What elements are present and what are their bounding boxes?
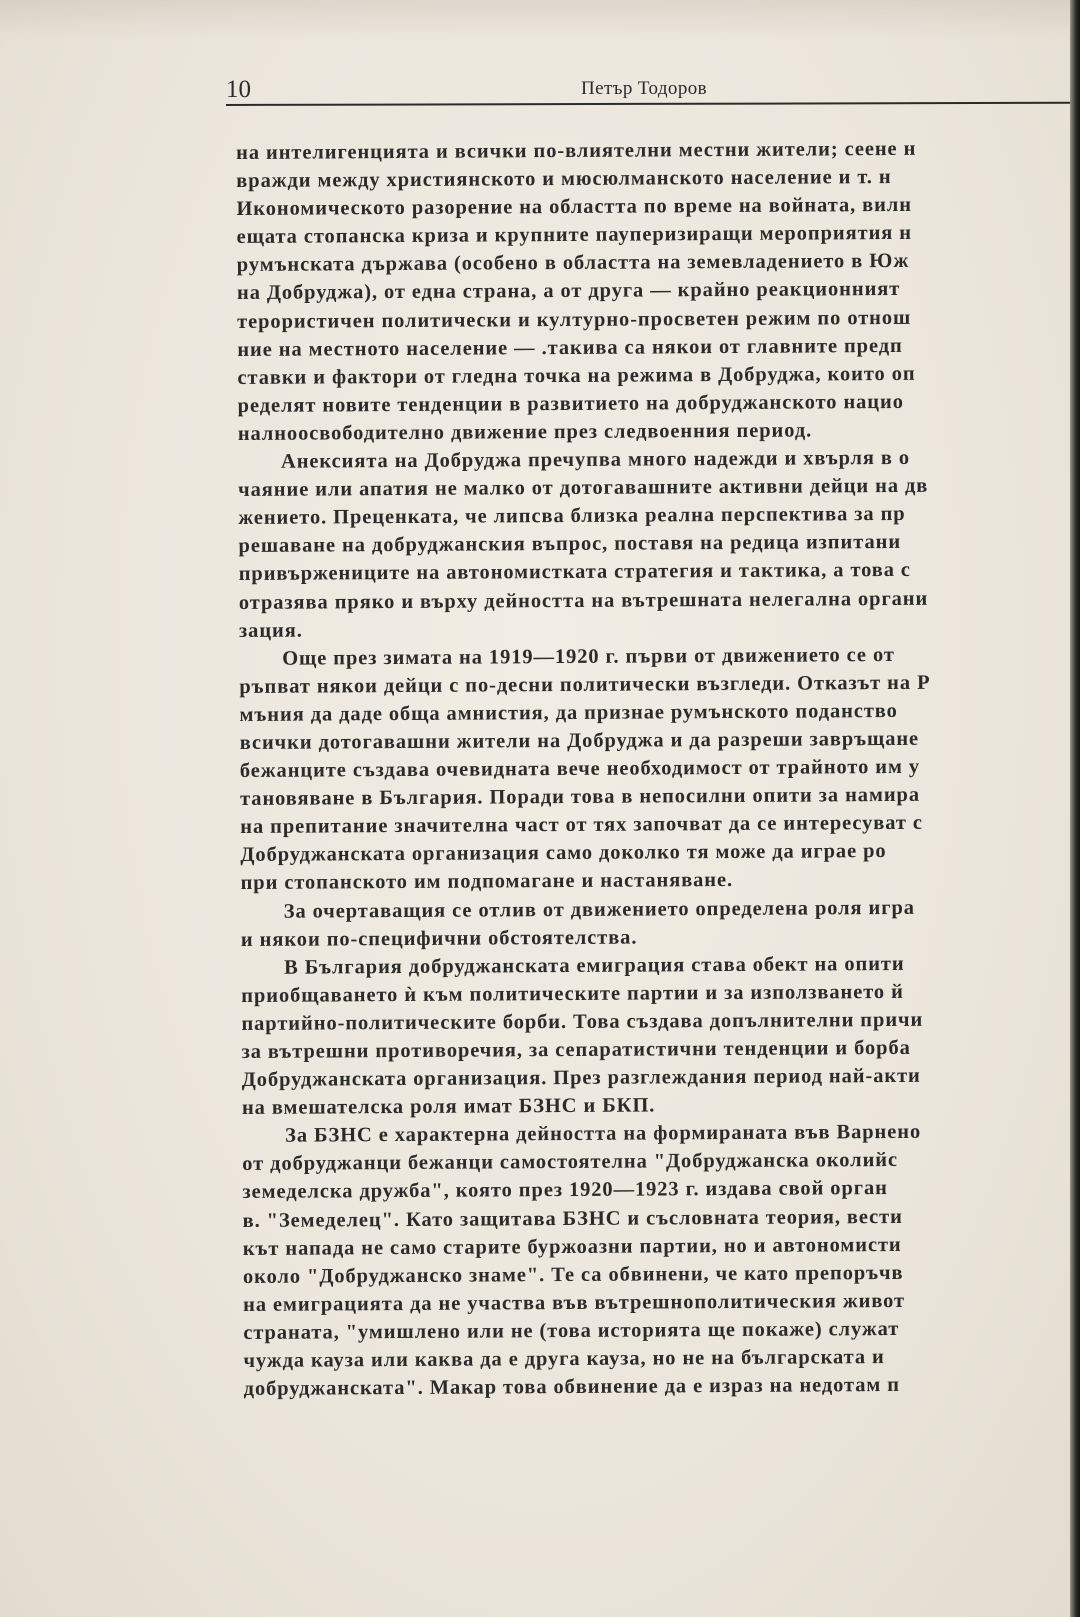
- text-line: Добруджанската организация само доколко тя може да играе ро: [240, 840, 887, 867]
- text-line: Анексията на Добруджа пречупва много надежди и хвърля в о: [280, 446, 911, 473]
- text-line: В България добруджанската емиграция става обект на опити: [283, 952, 905, 979]
- paragraph: [242, 1117, 1074, 1403]
- text-line: партийно-политическите борби. Това създава допълнителни причи: [241, 1008, 924, 1035]
- text-line: на интелигенцията и всички по-влиятелни местни жители; сеене н: [236, 137, 917, 164]
- text-line: румънската държава (особено в областта на земевладението в Юж: [236, 250, 910, 277]
- text-line: приобщаването ѝ към политическите партии и за използването й: [241, 980, 904, 1007]
- text-line: кът напада не само старите буржоазни партии, но и автономисти: [242, 1233, 902, 1260]
- text-line: тановяване в България. Поради това в непосилни опити за намира: [239, 783, 921, 811]
- text-line: от добруджанци бежанци самостоятелна "Добруджанска околийс: [242, 1149, 899, 1176]
- text-line: За БЗНС е характерна дейността на формираната във Варнено: [285, 1121, 922, 1147]
- text-line: на емиграцията да не участва във вътрешнополитическия живот: [243, 1289, 906, 1316]
- page-binding-edge: [1070, 0, 1080, 1617]
- text-line: бежанците създава очевидната вече необходимост от трайното им у: [239, 755, 921, 783]
- text-line: при стопанското им подпомагане и настаняване.: [240, 869, 734, 895]
- text-line: налноосвободително движение през следвоенния период.: [237, 419, 813, 445]
- text-line: Още през зимата на 1919—1920 г. първи от движението се от: [282, 643, 895, 670]
- body-text: [236, 134, 1075, 1579]
- text-line: чужда кауза или каква да е друга кауза, но не на българската и: [243, 1346, 885, 1373]
- text-line: чаяние или апатия не малко от дотогавашните активни дейци на дв: [238, 474, 929, 502]
- text-line: ние на местното население — .такива са някои от главните предп: [237, 334, 903, 361]
- text-line: зация.: [238, 619, 303, 642]
- text-line: добруджанската". Макар това обвинение да е израз на недотам п: [243, 1374, 901, 1401]
- text-line: вражди между християнското и мюсюлманското население и т. н: [236, 166, 892, 193]
- text-line: ределят новите тенденции в развитието на добруджанското нацио: [237, 390, 904, 417]
- text-line: всички дотогавашни жители на Добруджа и да разреши завръщане: [239, 727, 920, 754]
- text-line: на препитание значителна част от тях започват да се интересуват с: [240, 812, 923, 839]
- running-head: Петър Тодоров: [581, 78, 708, 99]
- text-line: на Добруджа), от една страна, а от друга — крайно реакционният: [236, 278, 901, 305]
- paragraph: [241, 892, 1071, 953]
- text-line: За очертаващия се отлив от движението определена роля игра: [283, 896, 915, 923]
- text-line: земеделска дружба", която през 1920—1923 г. издава свой орган: [242, 1177, 888, 1204]
- text-line: около "Добруджанско знаме". Те са обвинени, че като препоръчв: [242, 1261, 904, 1288]
- text-line: ещата стопанска криза и крупните пауперизиращи мероприятия н: [236, 222, 913, 249]
- page-number: 10: [226, 76, 251, 103]
- text-line: в. "Земеделец". Като защитава БЗНС и съсловната теория, вести: [242, 1205, 903, 1232]
- paragraph: [239, 640, 1071, 898]
- text-line: привържениците на автономистката стратегия и тактика, а това с: [238, 559, 911, 586]
- text-line: Икономическото разорение на областта по време на войната, вилн: [236, 194, 912, 221]
- text-line: отразява пряко и върху дейността на вътрешната нелегална органи: [238, 587, 929, 614]
- page-top-shadow: [0, 0, 1080, 40]
- text-line: Добруджанската организация. През разглеждания период най-акти: [241, 1064, 921, 1092]
- text-line: жението. Преценката, че липсва близка реална перспектива за пр: [238, 503, 906, 530]
- paragraph: [238, 443, 1069, 645]
- text-line: и някои по-специфични обстоятелства.: [240, 926, 638, 951]
- paragraph: [241, 949, 1072, 1123]
- text-line: за вътрешни противоречия, за сепаратистични тенденции и борба: [241, 1036, 911, 1063]
- text-line: на вмешателска роля имат БЗНС и БКП.: [241, 1094, 656, 1120]
- text-line: терористичен политически и културно-просветен режим по отнош: [237, 306, 912, 333]
- text-line: ръпват някои дейци с по-десни политически възгледи. Отказът на Р: [239, 671, 931, 698]
- page-header: [226, 70, 1070, 106]
- text-line: решаване на добруджанския въпрос, поставя на редица изпитани: [238, 531, 902, 558]
- text-line: мъния да даде обща амнистия, да признае румънското поданство: [239, 699, 898, 726]
- text-line: ставки и фактори от гледна точка на режима в Добруджа, които оп: [237, 362, 916, 389]
- paragraph: [236, 134, 1068, 448]
- text-line: страната, "умишлено или не (това историята ще покаже) служат: [243, 1317, 900, 1344]
